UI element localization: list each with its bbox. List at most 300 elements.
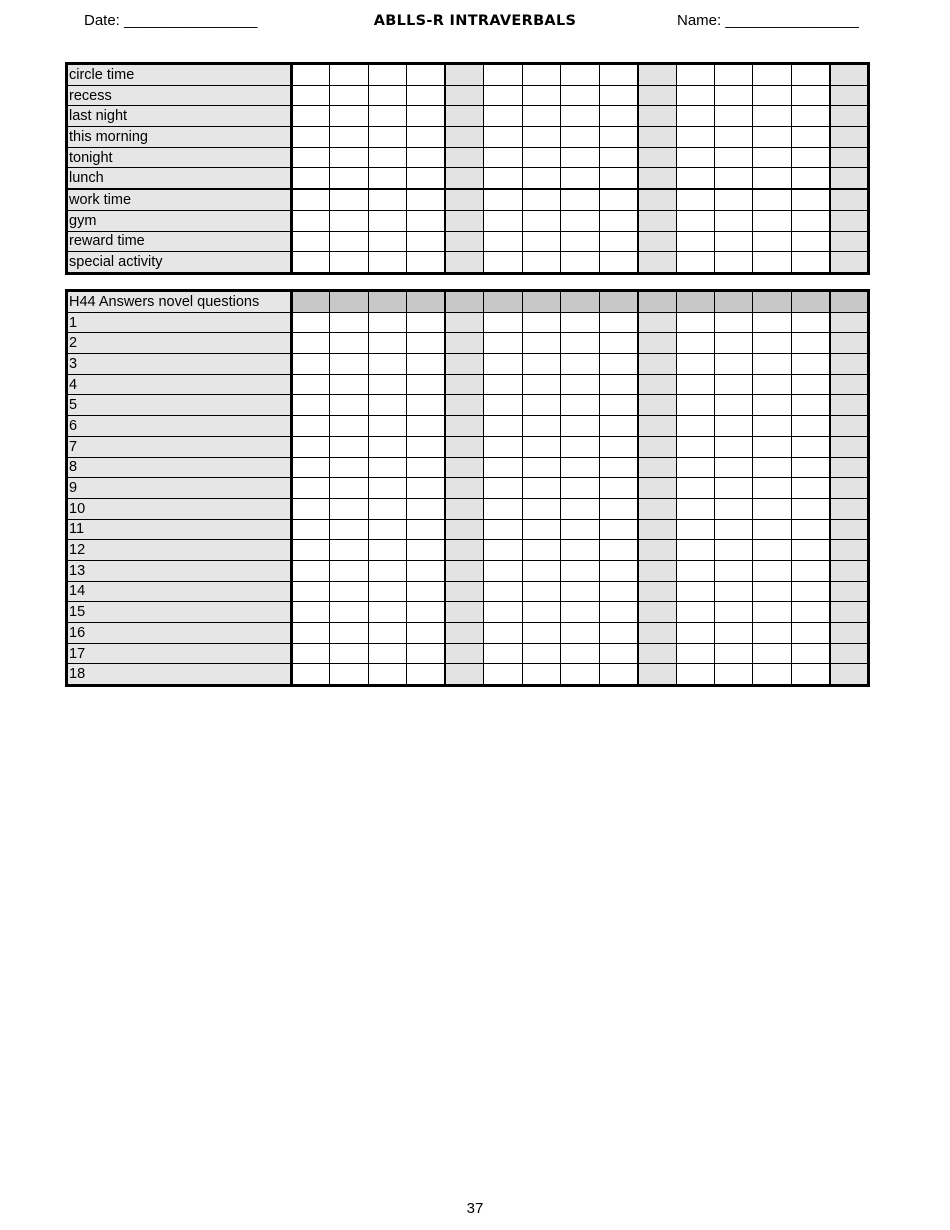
- score-cell[interactable]: [753, 519, 791, 540]
- score-cell[interactable]: [368, 210, 406, 231]
- score-cell[interactable]: [407, 127, 445, 148]
- score-cell[interactable]: [791, 560, 829, 581]
- score-cell[interactable]: [484, 374, 522, 395]
- score-cell[interactable]: [561, 560, 599, 581]
- score-cell[interactable]: [830, 106, 869, 127]
- score-cell[interactable]: [830, 623, 869, 644]
- score-cell[interactable]: [484, 64, 522, 86]
- score-cell[interactable]: [445, 395, 483, 416]
- score-cell[interactable]: [830, 664, 869, 686]
- score-cell[interactable]: [830, 312, 869, 333]
- score-cell[interactable]: [638, 106, 676, 127]
- score-cell[interactable]: [330, 664, 368, 686]
- score-cell[interactable]: [638, 540, 676, 561]
- score-cell[interactable]: [638, 602, 676, 623]
- score-cell[interactable]: [753, 312, 791, 333]
- score-cell[interactable]: [445, 560, 483, 581]
- score-cell[interactable]: [753, 231, 791, 252]
- score-cell[interactable]: [714, 210, 752, 231]
- score-cell[interactable]: [791, 312, 829, 333]
- score-cell[interactable]: [830, 478, 869, 499]
- score-cell[interactable]: [445, 252, 483, 274]
- score-cell[interactable]: [830, 581, 869, 602]
- score-cell[interactable]: [407, 519, 445, 540]
- score-cell[interactable]: [484, 210, 522, 231]
- score-cell[interactable]: [368, 623, 406, 644]
- score-cell[interactable]: [407, 85, 445, 106]
- score-cell[interactable]: [445, 312, 483, 333]
- score-cell[interactable]: [830, 147, 869, 168]
- score-cell[interactable]: [368, 602, 406, 623]
- score-cell[interactable]: [753, 664, 791, 686]
- score-cell[interactable]: [330, 210, 368, 231]
- score-cell[interactable]: [292, 602, 330, 623]
- score-cell[interactable]: [292, 457, 330, 478]
- score-cell[interactable]: [407, 478, 445, 499]
- score-cell[interactable]: [676, 147, 714, 168]
- score-cell[interactable]: [445, 64, 483, 86]
- score-cell[interactable]: [599, 374, 637, 395]
- score-cell[interactable]: [676, 64, 714, 86]
- score-cell[interactable]: [445, 210, 483, 231]
- score-cell[interactable]: [330, 231, 368, 252]
- score-cell[interactable]: [676, 106, 714, 127]
- score-cell[interactable]: [330, 395, 368, 416]
- score-cell[interactable]: [484, 436, 522, 457]
- score-cell[interactable]: [638, 519, 676, 540]
- score-cell[interactable]: [638, 210, 676, 231]
- score-cell[interactable]: [676, 498, 714, 519]
- score-cell[interactable]: [561, 374, 599, 395]
- score-cell[interactable]: [714, 168, 752, 189]
- score-cell[interactable]: [407, 147, 445, 168]
- score-cell[interactable]: [599, 560, 637, 581]
- score-cell[interactable]: [292, 147, 330, 168]
- score-cell[interactable]: [292, 231, 330, 252]
- score-cell[interactable]: [753, 540, 791, 561]
- score-cell[interactable]: [676, 231, 714, 252]
- score-cell[interactable]: [445, 519, 483, 540]
- score-cell[interactable]: [522, 540, 560, 561]
- score-cell[interactable]: [830, 395, 869, 416]
- score-cell[interactable]: [368, 664, 406, 686]
- score-cell[interactable]: [368, 395, 406, 416]
- score-cell[interactable]: [791, 333, 829, 354]
- score-cell[interactable]: [407, 354, 445, 375]
- score-cell[interactable]: [676, 643, 714, 664]
- score-cell[interactable]: [791, 519, 829, 540]
- score-cell[interactable]: [599, 252, 637, 274]
- score-cell[interactable]: [330, 498, 368, 519]
- score-cell[interactable]: [753, 85, 791, 106]
- score-cell[interactable]: [791, 602, 829, 623]
- score-cell[interactable]: [599, 210, 637, 231]
- score-cell[interactable]: [484, 416, 522, 437]
- score-cell[interactable]: [522, 581, 560, 602]
- score-cell[interactable]: [676, 519, 714, 540]
- score-cell[interactable]: [561, 457, 599, 478]
- score-cell[interactable]: [599, 85, 637, 106]
- score-cell[interactable]: [599, 106, 637, 127]
- score-cell[interactable]: [292, 189, 330, 210]
- score-cell[interactable]: [599, 436, 637, 457]
- score-cell[interactable]: [330, 354, 368, 375]
- score-cell[interactable]: [522, 168, 560, 189]
- score-cell[interactable]: [561, 623, 599, 644]
- score-cell[interactable]: [599, 581, 637, 602]
- score-cell[interactable]: [714, 436, 752, 457]
- score-cell[interactable]: [753, 602, 791, 623]
- score-cell[interactable]: [368, 374, 406, 395]
- score-cell[interactable]: [330, 189, 368, 210]
- score-cell[interactable]: [753, 457, 791, 478]
- score-cell[interactable]: [292, 478, 330, 499]
- score-cell[interactable]: [292, 643, 330, 664]
- score-cell[interactable]: [330, 560, 368, 581]
- score-cell[interactable]: [522, 231, 560, 252]
- score-cell[interactable]: [522, 354, 560, 375]
- score-cell[interactable]: [292, 374, 330, 395]
- score-cell[interactable]: [561, 519, 599, 540]
- score-cell[interactable]: [791, 231, 829, 252]
- score-cell[interactable]: [599, 478, 637, 499]
- score-cell[interactable]: [522, 498, 560, 519]
- score-cell[interactable]: [676, 436, 714, 457]
- score-cell[interactable]: [292, 664, 330, 686]
- score-cell[interactable]: [522, 478, 560, 499]
- score-cell[interactable]: [753, 189, 791, 210]
- score-cell[interactable]: [407, 64, 445, 86]
- score-cell[interactable]: [368, 540, 406, 561]
- score-cell[interactable]: [599, 312, 637, 333]
- score-cell[interactable]: [484, 333, 522, 354]
- score-cell[interactable]: [561, 231, 599, 252]
- score-cell[interactable]: [445, 168, 483, 189]
- score-cell[interactable]: [522, 436, 560, 457]
- score-cell[interactable]: [791, 210, 829, 231]
- score-cell[interactable]: [676, 416, 714, 437]
- score-cell[interactable]: [445, 581, 483, 602]
- score-cell[interactable]: [791, 168, 829, 189]
- score-cell[interactable]: [330, 64, 368, 86]
- score-cell[interactable]: [753, 106, 791, 127]
- score-cell[interactable]: [522, 519, 560, 540]
- score-cell[interactable]: [714, 416, 752, 437]
- score-cell[interactable]: [791, 354, 829, 375]
- score-cell[interactable]: [522, 664, 560, 686]
- score-cell[interactable]: [330, 457, 368, 478]
- score-cell[interactable]: [599, 643, 637, 664]
- score-cell[interactable]: [292, 436, 330, 457]
- score-cell[interactable]: [561, 312, 599, 333]
- score-cell[interactable]: [830, 210, 869, 231]
- score-cell[interactable]: [561, 252, 599, 274]
- score-cell[interactable]: [407, 498, 445, 519]
- score-cell[interactable]: [445, 354, 483, 375]
- score-cell[interactable]: [445, 498, 483, 519]
- score-cell[interactable]: [599, 189, 637, 210]
- score-cell[interactable]: [791, 189, 829, 210]
- score-cell[interactable]: [791, 416, 829, 437]
- score-cell[interactable]: [830, 498, 869, 519]
- score-cell[interactable]: [791, 64, 829, 86]
- score-cell[interactable]: [484, 664, 522, 686]
- score-cell[interactable]: [292, 106, 330, 127]
- score-cell[interactable]: [522, 189, 560, 210]
- score-cell[interactable]: [714, 333, 752, 354]
- score-cell[interactable]: [753, 416, 791, 437]
- score-cell[interactable]: [522, 85, 560, 106]
- score-cell[interactable]: [791, 147, 829, 168]
- score-cell[interactable]: [330, 540, 368, 561]
- score-cell[interactable]: [484, 602, 522, 623]
- score-cell[interactable]: [292, 168, 330, 189]
- score-cell[interactable]: [676, 333, 714, 354]
- score-cell[interactable]: [830, 64, 869, 86]
- score-cell[interactable]: [445, 127, 483, 148]
- score-cell[interactable]: [714, 498, 752, 519]
- score-cell[interactable]: [445, 478, 483, 499]
- score-cell[interactable]: [445, 602, 483, 623]
- score-cell[interactable]: [484, 581, 522, 602]
- score-cell[interactable]: [330, 436, 368, 457]
- score-cell[interactable]: [522, 416, 560, 437]
- score-cell[interactable]: [484, 85, 522, 106]
- score-cell[interactable]: [484, 498, 522, 519]
- score-cell[interactable]: [407, 106, 445, 127]
- score-cell[interactable]: [638, 664, 676, 686]
- score-cell[interactable]: [753, 581, 791, 602]
- score-cell[interactable]: [368, 457, 406, 478]
- score-cell[interactable]: [407, 457, 445, 478]
- score-cell[interactable]: [638, 312, 676, 333]
- score-cell[interactable]: [292, 354, 330, 375]
- score-cell[interactable]: [830, 374, 869, 395]
- score-cell[interactable]: [522, 560, 560, 581]
- score-cell[interactable]: [638, 168, 676, 189]
- score-cell[interactable]: [445, 643, 483, 664]
- score-cell[interactable]: [330, 643, 368, 664]
- score-cell[interactable]: [830, 436, 869, 457]
- score-cell[interactable]: [484, 106, 522, 127]
- score-cell[interactable]: [714, 457, 752, 478]
- score-cell[interactable]: [753, 643, 791, 664]
- score-cell[interactable]: [561, 581, 599, 602]
- score-cell[interactable]: [599, 395, 637, 416]
- score-cell[interactable]: [676, 85, 714, 106]
- score-cell[interactable]: [522, 457, 560, 478]
- date-field-label[interactable]: Date: ________________: [84, 12, 258, 29]
- score-cell[interactable]: [830, 602, 869, 623]
- score-cell[interactable]: [407, 168, 445, 189]
- score-cell[interactable]: [714, 664, 752, 686]
- score-cell[interactable]: [830, 85, 869, 106]
- score-cell[interactable]: [292, 312, 330, 333]
- score-cell[interactable]: [714, 478, 752, 499]
- score-cell[interactable]: [830, 333, 869, 354]
- score-cell[interactable]: [368, 85, 406, 106]
- score-cell[interactable]: [292, 85, 330, 106]
- score-cell[interactable]: [714, 147, 752, 168]
- score-cell[interactable]: [368, 312, 406, 333]
- score-cell[interactable]: [638, 581, 676, 602]
- score-cell[interactable]: [599, 540, 637, 561]
- score-cell[interactable]: [484, 457, 522, 478]
- score-cell[interactable]: [830, 416, 869, 437]
- score-cell[interactable]: [753, 147, 791, 168]
- score-cell[interactable]: [791, 395, 829, 416]
- score-cell[interactable]: [407, 312, 445, 333]
- score-cell[interactable]: [676, 312, 714, 333]
- score-cell[interactable]: [330, 333, 368, 354]
- score-cell[interactable]: [368, 127, 406, 148]
- score-cell[interactable]: [522, 602, 560, 623]
- score-cell[interactable]: [561, 106, 599, 127]
- score-cell[interactable]: [330, 478, 368, 499]
- score-cell[interactable]: [753, 374, 791, 395]
- score-cell[interactable]: [368, 64, 406, 86]
- score-cell[interactable]: [484, 127, 522, 148]
- score-cell[interactable]: [445, 416, 483, 437]
- score-cell[interactable]: [791, 623, 829, 644]
- score-cell[interactable]: [292, 395, 330, 416]
- score-cell[interactable]: [830, 189, 869, 210]
- score-cell[interactable]: [638, 252, 676, 274]
- score-cell[interactable]: [522, 312, 560, 333]
- score-cell[interactable]: [484, 231, 522, 252]
- score-cell[interactable]: [407, 602, 445, 623]
- score-cell[interactable]: [714, 189, 752, 210]
- score-cell[interactable]: [599, 519, 637, 540]
- score-cell[interactable]: [407, 231, 445, 252]
- score-cell[interactable]: [714, 312, 752, 333]
- score-cell[interactable]: [676, 354, 714, 375]
- score-cell[interactable]: [292, 581, 330, 602]
- score-cell[interactable]: [599, 602, 637, 623]
- score-cell[interactable]: [676, 623, 714, 644]
- score-cell[interactable]: [753, 498, 791, 519]
- score-cell[interactable]: [407, 623, 445, 644]
- score-cell[interactable]: [484, 395, 522, 416]
- score-cell[interactable]: [484, 312, 522, 333]
- score-cell[interactable]: [830, 168, 869, 189]
- score-cell[interactable]: [638, 560, 676, 581]
- score-cell[interactable]: [292, 560, 330, 581]
- score-cell[interactable]: [330, 581, 368, 602]
- score-cell[interactable]: [522, 395, 560, 416]
- score-cell[interactable]: [714, 127, 752, 148]
- score-cell[interactable]: [445, 436, 483, 457]
- score-cell[interactable]: [522, 252, 560, 274]
- score-cell[interactable]: [561, 189, 599, 210]
- score-cell[interactable]: [638, 623, 676, 644]
- score-cell[interactable]: [522, 643, 560, 664]
- score-cell[interactable]: [407, 395, 445, 416]
- score-cell[interactable]: [638, 354, 676, 375]
- score-cell[interactable]: [599, 147, 637, 168]
- score-cell[interactable]: [484, 354, 522, 375]
- score-cell[interactable]: [676, 581, 714, 602]
- score-cell[interactable]: [407, 333, 445, 354]
- score-cell[interactable]: [676, 540, 714, 561]
- score-cell[interactable]: [599, 127, 637, 148]
- score-cell[interactable]: [292, 210, 330, 231]
- score-cell[interactable]: [753, 168, 791, 189]
- score-cell[interactable]: [676, 457, 714, 478]
- score-cell[interactable]: [368, 252, 406, 274]
- score-cell[interactable]: [407, 436, 445, 457]
- score-cell[interactable]: [753, 210, 791, 231]
- score-cell[interactable]: [368, 560, 406, 581]
- score-cell[interactable]: [561, 436, 599, 457]
- score-cell[interactable]: [714, 85, 752, 106]
- score-cell[interactable]: [638, 395, 676, 416]
- score-cell[interactable]: [753, 623, 791, 644]
- score-cell[interactable]: [599, 333, 637, 354]
- score-cell[interactable]: [830, 643, 869, 664]
- score-cell[interactable]: [368, 168, 406, 189]
- score-cell[interactable]: [791, 540, 829, 561]
- score-cell[interactable]: [753, 252, 791, 274]
- score-cell[interactable]: [791, 457, 829, 478]
- score-cell[interactable]: [830, 252, 869, 274]
- score-cell[interactable]: [484, 540, 522, 561]
- score-cell[interactable]: [330, 85, 368, 106]
- score-cell[interactable]: [753, 560, 791, 581]
- score-cell[interactable]: [561, 127, 599, 148]
- score-cell[interactable]: [714, 581, 752, 602]
- score-cell[interactable]: [638, 478, 676, 499]
- score-cell[interactable]: [561, 333, 599, 354]
- score-cell[interactable]: [561, 210, 599, 231]
- score-cell[interactable]: [522, 64, 560, 86]
- score-cell[interactable]: [638, 85, 676, 106]
- score-cell[interactable]: [445, 374, 483, 395]
- name-field-label[interactable]: Name: ________________: [677, 12, 859, 29]
- score-cell[interactable]: [368, 231, 406, 252]
- score-cell[interactable]: [330, 416, 368, 437]
- score-cell[interactable]: [830, 354, 869, 375]
- score-cell[interactable]: [753, 354, 791, 375]
- score-cell[interactable]: [791, 436, 829, 457]
- score-cell[interactable]: [638, 333, 676, 354]
- score-cell[interactable]: [484, 147, 522, 168]
- score-cell[interactable]: [753, 127, 791, 148]
- score-cell[interactable]: [830, 231, 869, 252]
- score-cell[interactable]: [638, 231, 676, 252]
- score-cell[interactable]: [714, 560, 752, 581]
- score-cell[interactable]: [484, 252, 522, 274]
- score-cell[interactable]: [676, 395, 714, 416]
- score-cell[interactable]: [407, 560, 445, 581]
- score-cell[interactable]: [445, 231, 483, 252]
- score-cell[interactable]: [830, 540, 869, 561]
- score-cell[interactable]: [522, 147, 560, 168]
- score-cell[interactable]: [445, 623, 483, 644]
- score-cell[interactable]: [407, 540, 445, 561]
- score-cell[interactable]: [676, 127, 714, 148]
- score-cell[interactable]: [638, 147, 676, 168]
- score-cell[interactable]: [330, 252, 368, 274]
- score-cell[interactable]: [330, 147, 368, 168]
- score-cell[interactable]: [676, 664, 714, 686]
- score-cell[interactable]: [791, 664, 829, 686]
- score-cell[interactable]: [714, 643, 752, 664]
- score-cell[interactable]: [561, 643, 599, 664]
- score-cell[interactable]: [407, 581, 445, 602]
- score-cell[interactable]: [638, 498, 676, 519]
- score-cell[interactable]: [484, 643, 522, 664]
